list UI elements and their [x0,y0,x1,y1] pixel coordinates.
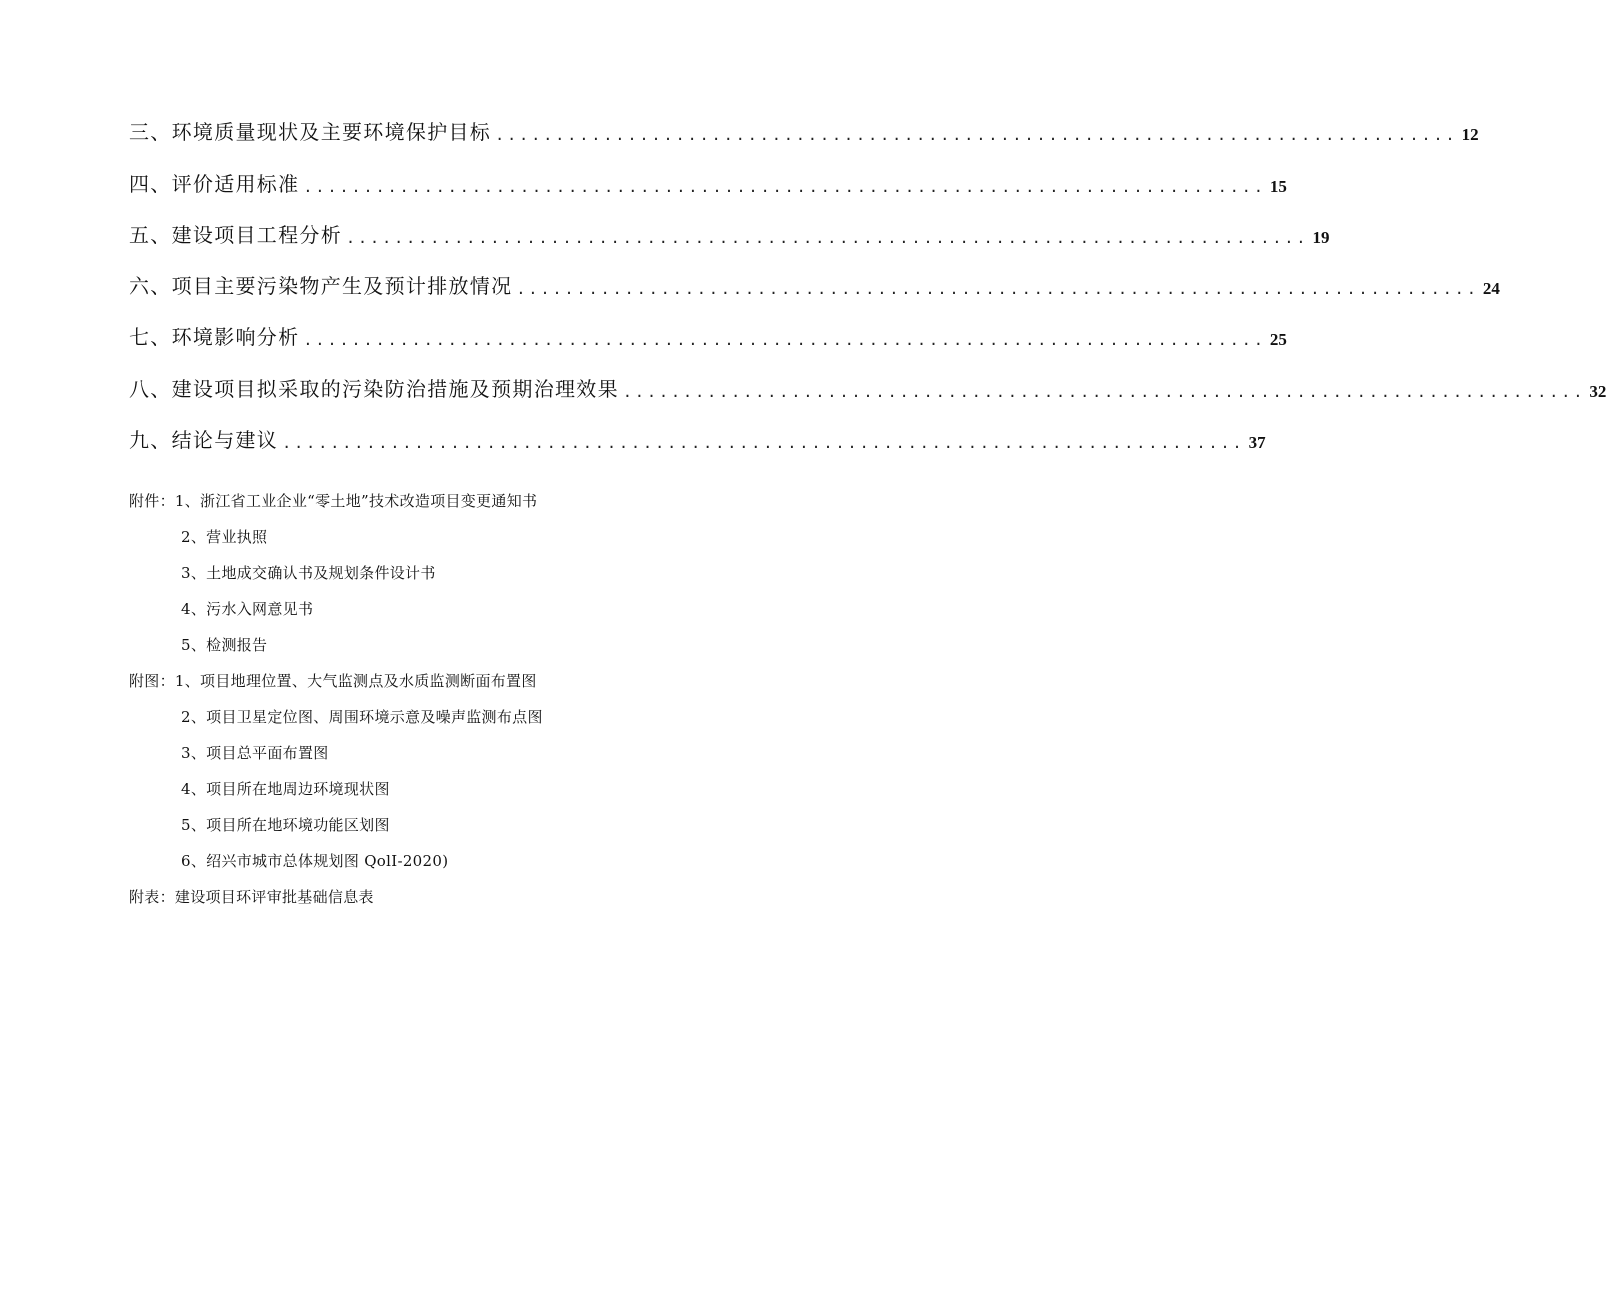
figure-item [129,704,789,740]
toc-leader-dots: ................................................................................ [303,331,1266,350]
toc-entry-title: 六、项目主要污染物产生及预计排放情况 [129,274,513,299]
figure-item-text: 1、项目地理位置、大气监测点及水质监测断面布置图 [174,672,537,690]
toc-page-number: 37 [1248,433,1266,453]
toc-page-number: 25 [1269,330,1287,350]
attachment-item [129,560,789,596]
table-item [129,884,789,920]
toc-leader-dots: ................................................................................ [303,177,1266,196]
attachment-item-text: 1、浙江省工业企业“零土地”技术改造项目变更通知书 [174,492,538,510]
toc-page-number: 19 [1312,227,1330,247]
toc-entry[interactable] [129,350,1606,401]
attachment-item-text: 4、污水入网意见书 [181,600,314,618]
attachment-item [129,488,789,524]
appendix-list [129,488,789,920]
toc-page-number: 24 [1482,279,1500,299]
attachment-item [129,524,789,560]
figure-item [129,848,789,884]
attachments-label: 附件： [129,492,175,510]
toc-leader-dots: ................................................................................ [622,382,1586,401]
figure-item-text: 6、绍兴市城市总体规划图 QolI-2020) [181,852,449,870]
toc-leader-dots: ................................................................................ [495,126,1458,145]
toc-entry-title: 四、评价适用标准 [129,171,300,196]
toc-entry[interactable] [129,197,1330,248]
figure-item-text: 3、项目总平面布置图 [181,744,329,762]
figure-item [129,776,789,812]
toc-leader-dots: ................................................................................ [516,280,1479,299]
figure-item-text: 4、项目所在地周边环境现状图 [181,780,390,798]
toc-leader-dots: ................................................................................ [282,434,1245,453]
toc-entry[interactable] [129,299,1287,350]
figure-item-text: 2、项目卫星定位图、周围环境示意及噪声监测布点图 [181,708,543,726]
figure-item [129,812,789,848]
toc-entry[interactable] [129,248,1500,299]
attachment-item [129,632,789,668]
toc-entry-title: 八、建设项目拟采取的污染防治措施及预期治理效果 [129,376,619,401]
toc-entry[interactable] [129,94,1479,145]
figure-item [129,740,789,776]
toc-page-number: 15 [1269,176,1287,196]
toc-leader-dots: ................................................................................ [346,228,1309,247]
figure-item-text: 5、项目所在地环境功能区划图 [181,816,390,834]
figure-item [129,668,789,704]
toc-entry-title: 五、建设项目工程分析 [129,222,342,247]
toc-entry[interactable] [129,145,1287,196]
toc-entry[interactable] [129,402,1266,453]
toc-entry-title: 七、环境影响分析 [129,325,300,350]
table-item-text: 建设项目环评审批基础信息表 [174,888,374,906]
table-of-contents [129,94,1606,453]
attachment-item-text: 3、土地成交确认书及规划条件设计书 [181,564,436,582]
attachment-item-text: 5、检测报告 [181,636,268,654]
attachment-item [129,596,789,632]
tables-label: 附表： [129,888,175,906]
toc-page-number: 32 [1589,381,1606,401]
toc-entry-title: 三、环境质量现状及主要环境保护目标 [129,120,492,145]
toc-entry-title: 九、结论与建议 [129,428,279,453]
figures-label: 附图： [129,672,175,690]
attachment-item-text: 2、营业执照 [181,528,268,546]
toc-page-number: 12 [1461,125,1479,145]
